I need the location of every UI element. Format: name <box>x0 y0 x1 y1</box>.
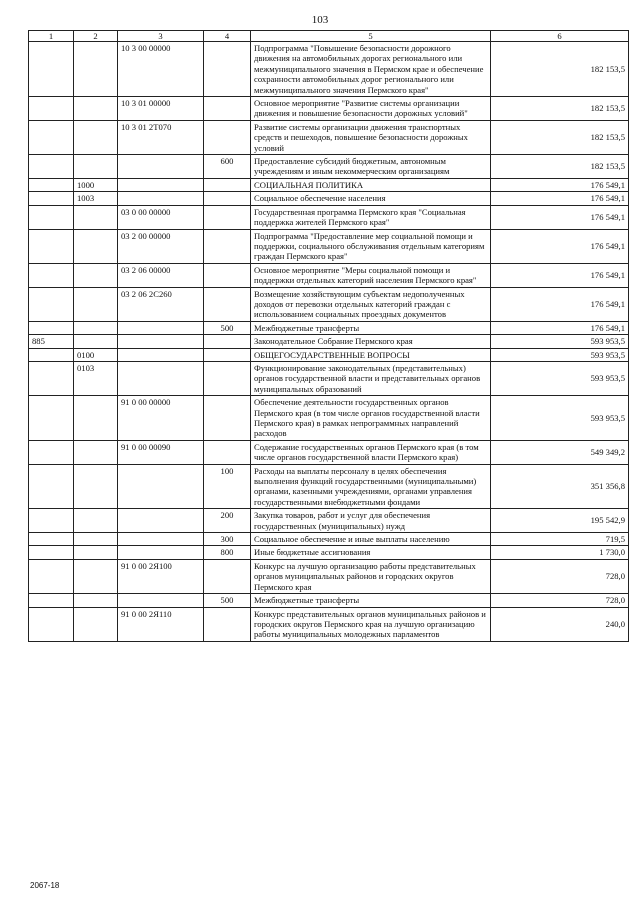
target-code-cell <box>118 464 204 509</box>
footer-code: 2067-18 <box>30 881 60 890</box>
description-cell: Обеспечение деятельности государственных органов Пермского края (в том числе органов государственной власти Пермского края) в рамках непрограммных направлений расходов <box>251 396 491 441</box>
agency-code-cell <box>29 192 74 205</box>
target-code-cell <box>118 546 204 559</box>
description-cell: Основное мероприятие "Развитие системы организации движения и повышение безопасности дорожных условий" <box>251 97 491 121</box>
expense-type-cell: 500 <box>204 321 251 334</box>
expense-type-cell <box>204 559 251 593</box>
description-cell: Функционирование законодательных (представительных) органов государственной власти и представительных органов муниципальных образований <box>251 361 491 395</box>
agency-code-cell <box>29 559 74 593</box>
amount-cell: 176 549,1 <box>491 287 629 321</box>
section-code-cell <box>74 509 118 533</box>
table-row <box>29 509 629 533</box>
target-code-cell: 10 3 01 00000 <box>118 97 204 121</box>
table-row <box>29 335 629 348</box>
target-code-cell <box>118 361 204 395</box>
description-cell: Развитие системы организации движения транспортных средств и пешеходов, повышение безопасности дорожных условий <box>251 120 491 154</box>
section-code-cell <box>74 464 118 509</box>
agency-code-cell <box>29 155 74 179</box>
target-code-cell <box>118 509 204 533</box>
target-code-cell: 91 0 00 00090 <box>118 440 204 464</box>
amount-cell: 719,5 <box>491 533 629 546</box>
section-code-cell: 1000 <box>74 178 118 191</box>
target-code-cell <box>118 155 204 179</box>
target-code-cell: 91 0 00 00000 <box>118 396 204 441</box>
table-row <box>29 546 629 559</box>
description-cell: Межбюджетные трансферты <box>251 321 491 334</box>
amount-cell: 593 953,5 <box>491 335 629 348</box>
expense-type-cell <box>204 178 251 191</box>
table-row <box>29 559 629 593</box>
agency-code-cell <box>29 321 74 334</box>
amount-cell: 182 153,5 <box>491 42 629 97</box>
section-code-cell <box>74 120 118 154</box>
description-cell: Иные бюджетные ассигнования <box>251 546 491 559</box>
table-row <box>29 205 629 229</box>
expense-type-cell: 200 <box>204 509 251 533</box>
agency-code-cell <box>29 396 74 441</box>
section-code-cell <box>74 229 118 263</box>
expense-type-cell <box>204 120 251 154</box>
expense-type-cell <box>204 396 251 441</box>
target-code-cell: 91 0 00 2Я110 <box>118 607 204 641</box>
table-row <box>29 287 629 321</box>
agency-code-cell: 885 <box>29 335 74 348</box>
agency-code-cell <box>29 205 74 229</box>
expense-type-cell <box>204 205 251 229</box>
section-code-cell <box>74 607 118 641</box>
table-row <box>29 263 629 287</box>
agency-code-cell <box>29 533 74 546</box>
section-code-cell: 0100 <box>74 348 118 361</box>
table-row <box>29 155 629 179</box>
agency-code-cell <box>29 440 74 464</box>
agency-code-cell <box>29 263 74 287</box>
section-code-cell <box>74 287 118 321</box>
section-code-cell <box>74 546 118 559</box>
description-cell: Законодательное Собрание Пермского края <box>251 335 491 348</box>
table-row <box>29 42 629 97</box>
section-code-cell <box>74 263 118 287</box>
header-cell: 2 <box>74 31 118 42</box>
expense-type-cell: 500 <box>204 594 251 607</box>
expense-type-cell <box>204 348 251 361</box>
header-row <box>29 31 629 42</box>
description-cell: Государственная программа Пермского края "Социальная поддержка жителей Пермского края" <box>251 205 491 229</box>
header-cell: 3 <box>118 31 204 42</box>
section-code-cell <box>74 335 118 348</box>
amount-cell: 549 349,2 <box>491 440 629 464</box>
amount-cell: 195 542,9 <box>491 509 629 533</box>
table-row <box>29 120 629 154</box>
target-code-cell: 03 2 06 00000 <box>118 263 204 287</box>
target-code-cell: 03 0 00 00000 <box>118 205 204 229</box>
description-cell: Конкурс на лучшую организацию работы представительных органов муниципальных районов и городских округов Пермского края <box>251 559 491 593</box>
table-row <box>29 348 629 361</box>
description-cell: Межбюджетные трансферты <box>251 594 491 607</box>
section-code-cell <box>74 205 118 229</box>
section-code-cell <box>74 559 118 593</box>
section-code-cell <box>74 396 118 441</box>
table-row <box>29 229 629 263</box>
expense-type-cell <box>204 192 251 205</box>
section-code-cell <box>74 155 118 179</box>
description-cell: Подпрограмма "Повышение безопасности дорожного движения на автомобильных дорогах регионального или межмуниципального значения в Пермском крае и обеспечение сохранности автомобильных дорог регионального или межмуниципального значения Пермского края" <box>251 42 491 97</box>
expense-type-cell: 800 <box>204 546 251 559</box>
target-code-cell: 10 3 00 00000 <box>118 42 204 97</box>
expense-type-cell: 300 <box>204 533 251 546</box>
section-code-cell <box>74 42 118 97</box>
target-code-cell <box>118 321 204 334</box>
expense-type-cell <box>204 97 251 121</box>
agency-code-cell <box>29 594 74 607</box>
table-row <box>29 533 629 546</box>
amount-cell: 176 549,1 <box>491 205 629 229</box>
description-cell: Предоставление субсидий бюджетным, автономным учреждениям и иным некоммерческим организациям <box>251 155 491 179</box>
agency-code-cell <box>29 348 74 361</box>
amount-cell: 182 153,5 <box>491 97 629 121</box>
amount-cell: 351 356,8 <box>491 464 629 509</box>
header-cell: 4 <box>204 31 251 42</box>
expense-type-cell <box>204 335 251 348</box>
target-code-cell <box>118 594 204 607</box>
amount-cell: 728,0 <box>491 559 629 593</box>
table-row <box>29 607 629 641</box>
agency-code-cell <box>29 97 74 121</box>
table-row <box>29 178 629 191</box>
description-cell: Основное мероприятие "Меры социальной помощи и поддержки отдельных категорий населения Пермского края" <box>251 263 491 287</box>
amount-cell: 182 153,5 <box>491 120 629 154</box>
description-cell: Конкурс представительных органов муниципальных районов и городских округов Пермского края на лучшую организацию работы муниципальных молодежных парламентов <box>251 607 491 641</box>
amount-cell: 176 549,1 <box>491 263 629 287</box>
header-cell: 5 <box>251 31 491 42</box>
agency-code-cell <box>29 42 74 97</box>
section-code-cell <box>74 594 118 607</box>
expense-type-cell <box>204 440 251 464</box>
description-cell: Возмещение хозяйствующим субъектам недополученных доходов от перевозки отдельных категорий граждан с использованием социальных проездных документов <box>251 287 491 321</box>
target-code-cell: 03 2 06 2С260 <box>118 287 204 321</box>
agency-code-cell <box>29 229 74 263</box>
table-row <box>29 594 629 607</box>
description-cell: Подпрограмма "Предоставление мер социальной помощи и поддержки, социального обслуживания отдельным категориям граждан Пермского края" <box>251 229 491 263</box>
description-cell: Социальное обеспечение населения <box>251 192 491 205</box>
agency-code-cell <box>29 464 74 509</box>
agency-code-cell <box>29 509 74 533</box>
target-code-cell: 03 2 00 00000 <box>118 229 204 263</box>
table-row <box>29 192 629 205</box>
amount-cell: 176 549,1 <box>491 229 629 263</box>
expense-type-cell <box>204 361 251 395</box>
agency-code-cell <box>29 361 74 395</box>
amount-cell: 593 953,5 <box>491 396 629 441</box>
section-code-cell: 1003 <box>74 192 118 205</box>
table-row <box>29 440 629 464</box>
description-cell: Закупка товаров, работ и услуг для обеспечения государственных (муниципальных) нужд <box>251 509 491 533</box>
agency-code-cell <box>29 287 74 321</box>
agency-code-cell <box>29 546 74 559</box>
section-code-cell <box>74 533 118 546</box>
section-code-cell <box>74 440 118 464</box>
expense-type-cell <box>204 263 251 287</box>
table-row <box>29 97 629 121</box>
agency-code-cell <box>29 607 74 641</box>
section-code-cell: 0103 <box>74 361 118 395</box>
description-cell: Расходы на выплаты персоналу в целях обеспечения выполнения функций государственными (муниципальными) органами, казенными учреждениями, органами управления государственными внебюджетными фондами <box>251 464 491 509</box>
amount-cell: 176 549,1 <box>491 178 629 191</box>
header-cell: 6 <box>491 31 629 42</box>
description-cell: Социальное обеспечение и иные выплаты населению <box>251 533 491 546</box>
table-row <box>29 396 629 441</box>
amount-cell: 1 730,0 <box>491 546 629 559</box>
budget-table <box>28 30 629 642</box>
expense-type-cell <box>204 42 251 97</box>
target-code-cell: 91 0 00 2Я100 <box>118 559 204 593</box>
description-cell: СОЦИАЛЬНАЯ ПОЛИТИКА <box>251 178 491 191</box>
target-code-cell: 10 3 01 2Т070 <box>118 120 204 154</box>
agency-code-cell <box>29 178 74 191</box>
table-row <box>29 464 629 509</box>
amount-cell: 593 953,5 <box>491 348 629 361</box>
target-code-cell <box>118 178 204 191</box>
amount-cell: 593 953,5 <box>491 361 629 395</box>
description-cell: ОБЩЕГОСУДАРСТВЕННЫЕ ВОПРОСЫ <box>251 348 491 361</box>
amount-cell: 182 153,5 <box>491 155 629 179</box>
target-code-cell <box>118 335 204 348</box>
expense-type-cell <box>204 607 251 641</box>
amount-cell: 728,0 <box>491 594 629 607</box>
expense-type-cell <box>204 287 251 321</box>
expense-type-cell: 600 <box>204 155 251 179</box>
expense-type-cell <box>204 229 251 263</box>
amount-cell: 176 549,1 <box>491 192 629 205</box>
target-code-cell <box>118 348 204 361</box>
table-row <box>29 361 629 395</box>
amount-cell: 240,0 <box>491 607 629 641</box>
target-code-cell <box>118 192 204 205</box>
section-code-cell <box>74 321 118 334</box>
agency-code-cell <box>29 120 74 154</box>
header-cell: 1 <box>29 31 74 42</box>
expense-type-cell: 100 <box>204 464 251 509</box>
amount-cell: 176 549,1 <box>491 321 629 334</box>
page-number: 103 <box>311 14 329 26</box>
table-row <box>29 321 629 334</box>
target-code-cell <box>118 533 204 546</box>
section-code-cell <box>74 97 118 121</box>
description-cell: Содержание государственных органов Пермского края (в том числе органов государственной власти Пермского края) <box>251 440 491 464</box>
